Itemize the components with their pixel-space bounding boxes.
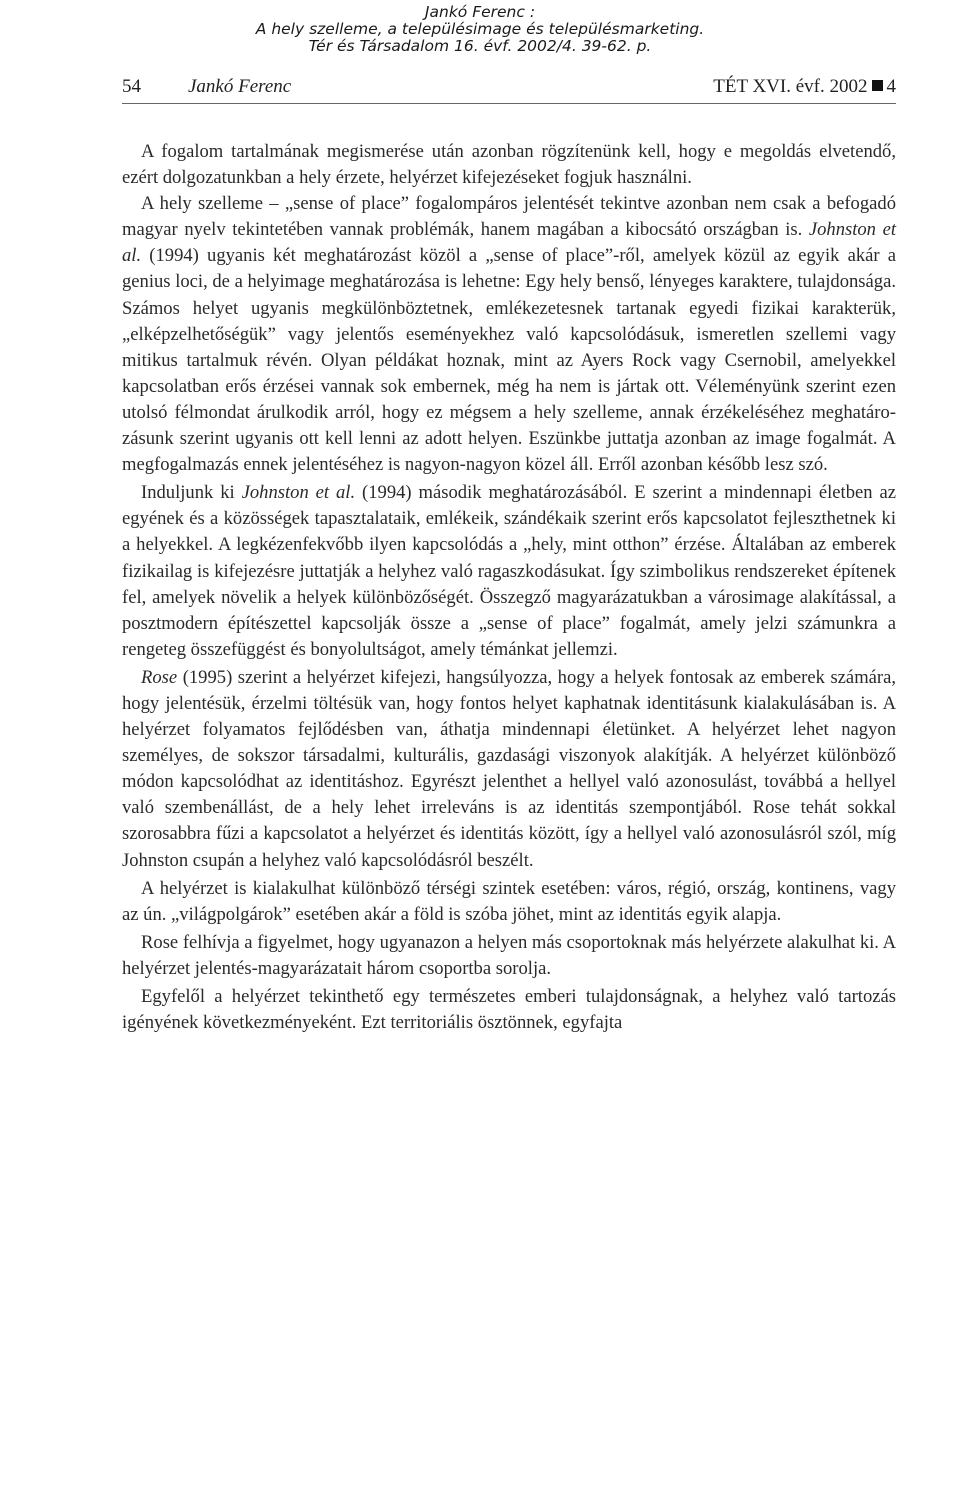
paragraph-1: [122, 139, 896, 191]
journal-volume: TÉT XVI. évf. 2002: [713, 76, 868, 97]
citation-author: Rose: [141, 666, 178, 688]
citation-author: Johnston et al.: [122, 219, 896, 267]
journal-issue: 4: [886, 76, 896, 97]
source-title: A hely szelleme, a településimage és településmarketing.: [255, 20, 705, 38]
paragraph-text: (1994) második meghatározásából. E szerint a mindennapi életben az egyének és a közösségek tapasztalataik, emlékeik, szándékaik szerint erős kapcsolatot fejleszthetnek ki a helyekkel. A legkézenfekvőbb ilyen kapcsolódás a „hely, mint otthon” érzése. Általában az emberek fizikailag is kifejezésre juttatják a helyhez való ragaszkodásukat. Így szimbolikus rendszereket építenek fel, amelyek növelik a helyek különbözőségét. Összegző magyarázatukban a városimage alakítással, a posztmodern építészettel kapcsolják össze a „sense of place” fogalmát, amely jelzi számunkra a rengeteg összefüggést és bonyolultságot, amely témánkat jellemzi.: [122, 482, 896, 660]
paragraph-text: (1994) ugyanis két meghatározást közöl a „sense of place”-ről, amelyek közül az egyik akár a genius loci, de a helyimage meghatározása is lehetne: Egy hely benső, lényeges karaktere, tulajdonsága. Számos helyet ugyanis megkülönböztetnek, emlékezetesnek tartanak egyedi fizikai karakterük, „elképzelhetőségük” vagy jelentős eseményekhez való kapcsolódásuk, ismeretlen szellemi vagy mitikus tartalmuk révén. Olyan példákat hoznak, mint az Ayers Rock vagy Csernobil, amelyekkel kapcsolatban erős érzései vannak sok embernek, még ha nem is jártak ott. Véleményünk szerint ezen utolsó félmondat árulkodik arról, hogy ez mégsem a hely szelleme, annak érzékeléséhez meghatározásunk szerint ugyanis ott kell lenni az adott helyen. Eszünkbe juttatja azonban az image fogalmát. A megfogalmazás ennek jelentéséhez is nagyon-nagyon közel áll. Erről azonban később lesz szó.: [122, 245, 896, 476]
running-head-journal: [713, 76, 896, 98]
paragraph-text: Egyfelől a helyérzet tekinthető egy természetes emberi tulajdonságnak, a helyhez való tartozás igényének következményeként. Ezt territoriális ösztönnek, egyfajta: [122, 986, 896, 1034]
paragraph-text: A hely szelleme – „sense of place” fogalompáros jelentését tekintve azonban nem csak a befogadó magyar nyelv tekintetében vannak problémák, hanem magában a kibocsátó országban is.: [122, 193, 896, 241]
paragraph-text: (1995) szerint a helyérzet kifejezi, hangsúlyozza, hogy a helyek fontosak az emberek számára, hogy jelentésük, érzelmi töltésük van, hogy fontos helyet kaphatnak identitásunk kialakulásában is. A helyérzet folyamatos fejlődésben van, áthatja mindennapi életünket. A helyérzet lehet nagyon személyes, de sokszor társadalmi, kulturális, gazdasági viszonyok alakítják. A helyérzet különböző módon kapcsolódhat az identitáshoz. Egyrészt jelenthet a hellyel való azonosulást, továbbá a hellyel való szembenállást, de a hely lehet irreleváns is az identitás szempontjából. Rose tehát sokkal szorosabbra fűzi a kapcsolatot a helyérzet és identitás között, így a hellyel való azonosulásról szól, míg Johnston csupán a helyhez való kapcsolódásról beszélt.: [122, 666, 896, 871]
paragraph-5: [122, 876, 896, 928]
paragraph-7: [122, 984, 896, 1036]
page-number: 54: [122, 76, 141, 97]
source-citation: [0, 4, 960, 55]
paragraph-text: Induljunk ki: [141, 482, 242, 504]
paragraph-text: Rose felhívja a figyelmet, hogy ugyanazon a helyen más csoportoknak más helyérzete alakulhat ki. A helyérzet jelentés-magyarázatait három csoportba sorolja.: [122, 931, 896, 979]
running-head-author: Jankó Ferenc: [188, 76, 292, 97]
source-author: Jankó Ferenc :: [424, 3, 536, 21]
source-reference: Tér és Társadalom 16. évf. 2002/4. 39-62. p.: [308, 37, 652, 55]
square-bullet-icon: [872, 80, 883, 91]
running-head: [122, 76, 896, 104]
article-body: [122, 139, 896, 1036]
paragraph-6: [122, 930, 896, 982]
paragraph-4: [122, 665, 896, 874]
paragraph-2: [122, 191, 896, 478]
citation-author: Johnston et al.: [241, 482, 356, 504]
paragraph-text: A helyérzet is kialakulhat különböző térségi szintek esetében: város, régió, ország, kontinens, vagy az ún. „világpolgárok” esetében akár a föld is szóba jöhet, mint az identitás egyik alapja.: [122, 877, 896, 925]
paragraph-text: A fogalom tartalmának megismerése után azonban rögzítenünk kell, hogy e megoldás elvetendő, ezért dolgozatunkban a hely érzete, helyérzet kifejezéseket fogjuk használni.: [122, 141, 896, 189]
paragraph-3: [122, 480, 896, 663]
